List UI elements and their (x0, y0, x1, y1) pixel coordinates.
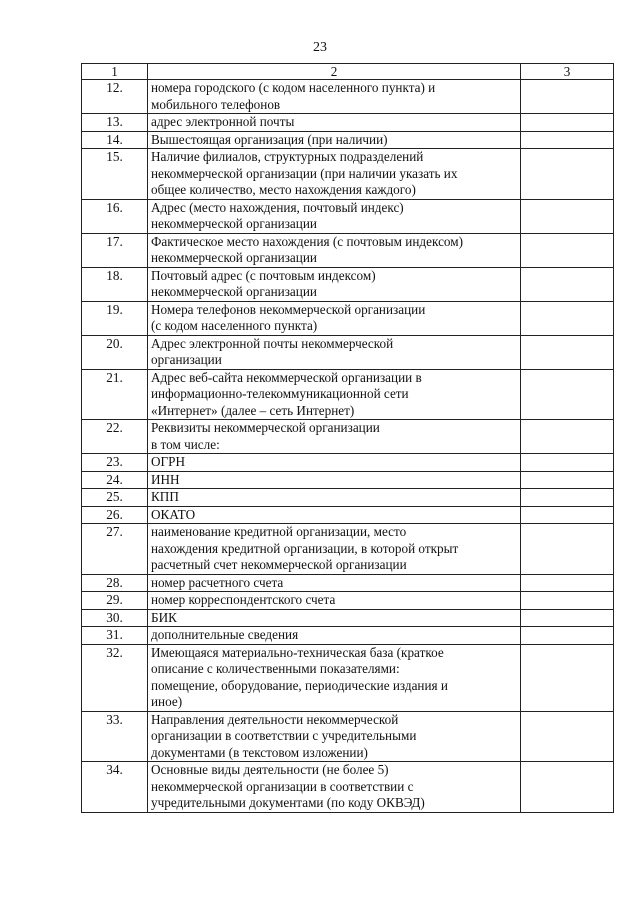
row-description (148, 489, 521, 507)
row-description (148, 114, 521, 132)
description-line: некоммерческой организации в соответствии с (151, 778, 414, 794)
description-line: расчетный счет некоммерческой организации (151, 557, 407, 572)
row-description (148, 199, 521, 233)
table-row (82, 609, 614, 627)
row-value-cell[interactable] (521, 454, 614, 472)
row-description (148, 644, 521, 711)
description-line: адрес электронной почты (151, 114, 295, 129)
row-number: 14. (82, 131, 148, 149)
row-number: 32. (82, 644, 148, 711)
row-value-cell[interactable] (521, 301, 614, 335)
table-row (82, 149, 614, 200)
row-description (148, 627, 521, 645)
row-value-cell[interactable] (521, 711, 614, 762)
description-line: Фактическое место нахождения (с почтовым индексом) (151, 233, 463, 249)
description-line: Номера телефонов некоммерческой организации (151, 301, 426, 317)
column-header-1: 1 (82, 64, 148, 80)
table-row (82, 233, 614, 267)
row-value-cell[interactable] (521, 609, 614, 627)
row-number: 17. (82, 233, 148, 267)
row-number: 20. (82, 335, 148, 369)
row-description (148, 149, 521, 200)
row-value-cell[interactable] (521, 267, 614, 301)
description-line: номера городского (с кодом населенного пункта) и (151, 80, 436, 95)
row-description (148, 267, 521, 301)
table-row (82, 627, 614, 645)
description-line: помещение, оборудование, периодические издания и (151, 677, 448, 693)
table-row (82, 592, 614, 610)
row-value-cell[interactable] (521, 149, 614, 200)
row-value-cell[interactable] (521, 644, 614, 711)
description-line: Имеющаяся материально-техническая база (краткое (151, 644, 444, 660)
row-description (148, 454, 521, 472)
table-row (82, 420, 614, 454)
table-row (82, 489, 614, 507)
description-line: в том числе: (151, 436, 220, 452)
table-row (82, 335, 614, 369)
row-value-cell[interactable] (521, 80, 614, 114)
description-line: Реквизиты некоммерческой организации (151, 420, 380, 435)
row-number: 25. (82, 489, 148, 507)
row-number: 33. (82, 711, 148, 762)
row-value-cell[interactable] (521, 627, 614, 645)
row-number: 19. (82, 301, 148, 335)
table-row (82, 199, 614, 233)
row-number: 12. (82, 80, 148, 114)
column-header-3: 3 (521, 64, 614, 80)
form-table (81, 63, 614, 813)
description-line: наименование кредитной организации, место (151, 524, 407, 539)
table-row (82, 524, 614, 575)
description-line: Наличие филиалов, структурных подразделений (151, 149, 424, 164)
row-value-cell[interactable] (521, 471, 614, 489)
table-row (82, 454, 614, 472)
description-line: Основные виды деятельности (не более 5) (151, 762, 389, 777)
description-line: организации (151, 352, 222, 367)
row-value-cell[interactable] (521, 233, 614, 267)
row-number: 28. (82, 574, 148, 592)
row-number: 27. (82, 524, 148, 575)
row-description (148, 80, 521, 114)
description-line: описание с количественными показателями: (151, 661, 400, 676)
table-row (82, 711, 614, 762)
description-line: номер корреспондентского счета (151, 592, 336, 607)
row-number: 24. (82, 471, 148, 489)
column-header-2: 2 (148, 64, 521, 80)
row-description (148, 369, 521, 420)
description-line: ИНН (151, 471, 180, 487)
row-number: 15. (82, 149, 148, 200)
description-line: «Интернет» (далее – сеть Интернет) (151, 402, 355, 418)
table-row (82, 267, 614, 301)
description-line: БИК (151, 609, 177, 625)
row-number: 23. (82, 454, 148, 472)
table-row (82, 131, 614, 149)
description-line: номер расчетного счета (151, 574, 284, 590)
table-row (82, 506, 614, 524)
description-line: общее количество, место нахождения каждого) (151, 182, 416, 197)
row-number: 18. (82, 267, 148, 301)
description-line: Вышестоящая организация (при наличии) (151, 131, 388, 147)
page-number: 23 (313, 40, 327, 55)
row-value-cell[interactable] (521, 131, 614, 149)
table-row (82, 114, 614, 132)
row-number: 26. (82, 506, 148, 524)
table-row (82, 471, 614, 489)
row-description (148, 574, 521, 592)
description-line: некоммерческой организации (при наличии указать их (151, 165, 458, 181)
row-value-cell[interactable] (521, 592, 614, 610)
description-line: ОГРН (151, 454, 186, 469)
description-line: организации в соответствии с учредительными (151, 728, 417, 743)
description-line: Почтовый адрес (с почтовым индексом) (151, 267, 376, 283)
row-number: 13. (82, 114, 148, 132)
description-line: иное) (151, 694, 183, 709)
description-line: КПП (151, 489, 179, 504)
description-line: Адрес веб-сайта некоммерческой организации в (151, 369, 422, 385)
table-row (82, 369, 614, 420)
row-value-cell[interactable] (521, 574, 614, 592)
row-description (148, 471, 521, 489)
description-line: дополнительные сведения (151, 627, 299, 642)
row-value-cell[interactable] (521, 506, 614, 524)
table-row (82, 301, 614, 335)
description-line: (с кодом населенного пункта) (151, 318, 318, 333)
table-row (82, 80, 614, 114)
description-line: некоммерческой организации (151, 250, 317, 265)
row-number: 29. (82, 592, 148, 610)
description-line: учредительными документами (по коду ОКВЭД) (151, 795, 425, 810)
table-header-row (82, 64, 614, 80)
description-line: Адрес электронной почты некоммерческой (151, 335, 394, 351)
description-line: Направления деятельности некоммерческой (151, 711, 399, 727)
description-line: ОКАТО (151, 506, 196, 522)
table-row (82, 762, 614, 813)
row-number: 34. (82, 762, 148, 813)
row-value-cell[interactable] (521, 420, 614, 454)
row-number: 22. (82, 420, 148, 454)
table-row (82, 644, 614, 711)
row-number: 16. (82, 199, 148, 233)
row-description (148, 301, 521, 335)
row-value-cell[interactable] (521, 114, 614, 132)
description-line: документами (в текстовом изложении) (151, 744, 368, 760)
row-value-cell[interactable] (521, 524, 614, 575)
row-description (148, 524, 521, 575)
row-description (148, 335, 521, 369)
row-value-cell[interactable] (521, 762, 614, 813)
row-number: 31. (82, 627, 148, 645)
row-value-cell[interactable] (521, 369, 614, 420)
row-description (148, 131, 521, 149)
description-line: некоммерческой организации (151, 216, 317, 231)
row-description (148, 592, 521, 610)
row-number: 21. (82, 369, 148, 420)
row-description (148, 420, 521, 454)
row-description (148, 711, 521, 762)
description-line: Адрес (место нахождения, почтовый индекс) (151, 199, 404, 215)
row-value-cell[interactable] (521, 335, 614, 369)
description-line: мобильного телефонов (151, 96, 281, 112)
row-description (148, 233, 521, 267)
row-description (148, 762, 521, 813)
description-line: нахождения кредитной организации, в которой открыт (151, 540, 459, 556)
row-description (148, 609, 521, 627)
row-number: 30. (82, 609, 148, 627)
table-row (82, 574, 614, 592)
description-line: информационно-телекоммуникационной сети (151, 386, 409, 401)
description-line: некоммерческой организации (151, 284, 317, 299)
row-value-cell[interactable] (521, 199, 614, 233)
row-value-cell[interactable] (521, 489, 614, 507)
row-description (148, 506, 521, 524)
